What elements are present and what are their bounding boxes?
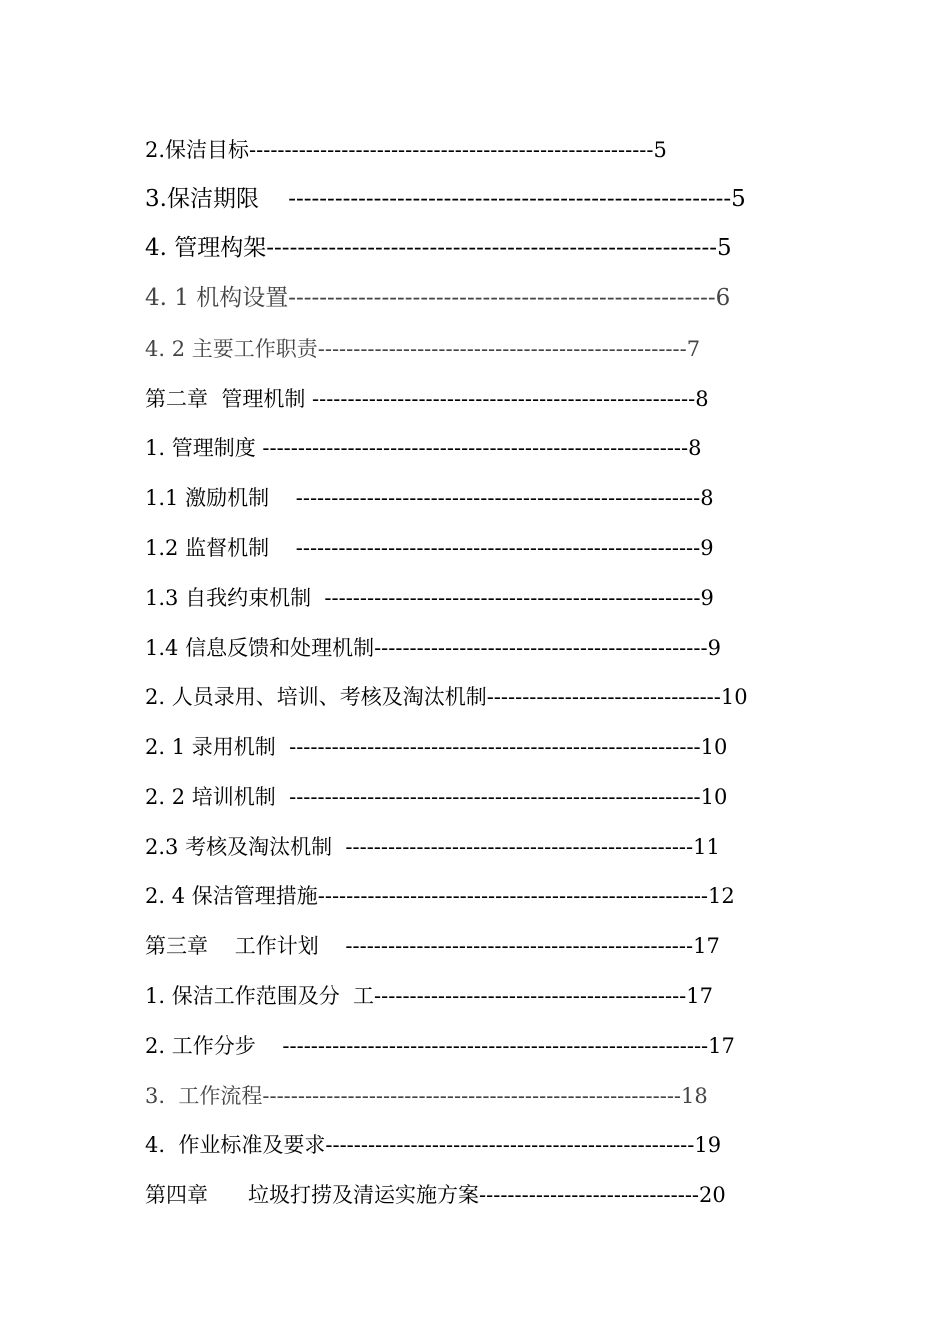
toc-entry: 4. 1 机构设置-------------------------------------------------------6 — [145, 285, 731, 311]
toc-entry: 1.3 自我约束机制 -----------------------------------------------------9 — [145, 586, 714, 610]
toc-entry: 第二章 管理机制 ------------------------------------------------------8 — [145, 387, 709, 411]
toc-entry: 4. 作业标准及要求----------------------------------------------------19 — [145, 1133, 722, 1157]
toc-entry: 4. 管理构架----------------------------------------------------------5 — [145, 235, 732, 261]
toc-entry: 2. 1 录用机制 ----------------------------------------------------------10 — [145, 735, 728, 759]
toc-entry: 4. 2 主要工作职责----------------------------------------------------7 — [145, 337, 701, 361]
toc-entry: 1. 管理制度 ------------------------------------------------------------8 — [145, 436, 702, 460]
toc-entry: 1. 保洁工作范围及分 工--------------------------------------------17 — [145, 984, 713, 1008]
toc-entry: 1.2 监督机制 ---------------------------------------------------------9 — [145, 536, 714, 560]
toc-entry: 2.保洁目标---------------------------------------------------------5 — [145, 138, 667, 162]
toc-entry: 3. 工作流程-----------------------------------------------------------18 — [145, 1084, 708, 1108]
toc-entry: 2. 人员录用、培训、考核及淘汰机制---------------------------------10 — [145, 685, 748, 709]
toc-entry: 2. 2 培训机制 ----------------------------------------------------------10 — [145, 785, 728, 809]
toc-entry: 第四章 垃圾打捞及清运实施方案-------------------------------20 — [145, 1183, 726, 1207]
toc-entry: 第三章 工作计划 -------------------------------------------------17 — [145, 934, 720, 958]
toc-entry: 2.3 考核及淘汰机制 -------------------------------------------------11 — [145, 835, 720, 859]
toc-entry: 2. 4 保洁管理措施-------------------------------------------------------12 — [145, 884, 735, 908]
toc-entry: 3.保洁期限 ---------------------------------------------------------5 — [145, 186, 746, 212]
toc-entry: 2. 工作分步 ------------------------------------------------------------17 — [145, 1034, 735, 1058]
toc-entry: 1.1 激励机制 ---------------------------------------------------------8 — [145, 486, 714, 510]
toc-entry: 1.4 信息反馈和处理机制-----------------------------------------------9 — [145, 636, 721, 660]
